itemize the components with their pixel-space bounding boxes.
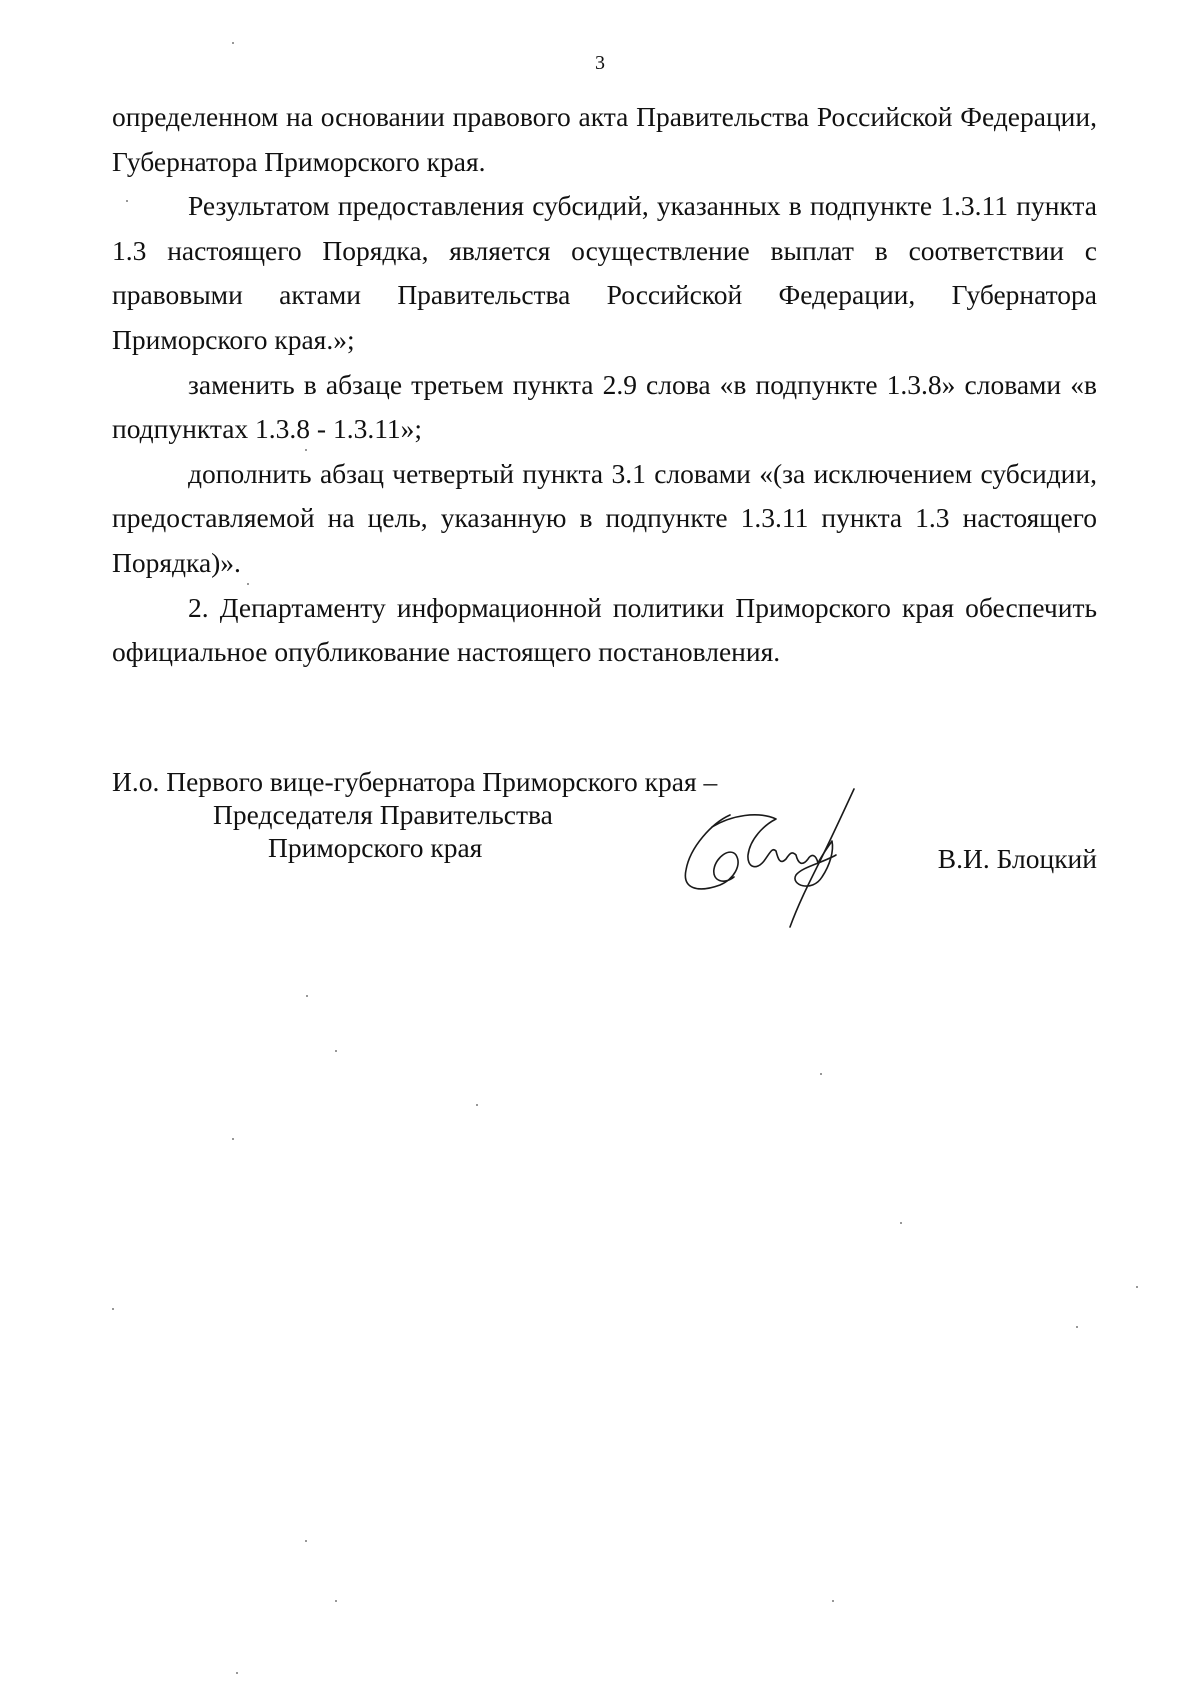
scan-speck <box>232 42 234 44</box>
page-number: 3 <box>595 52 605 74</box>
signer-title-line-3: Приморского края <box>268 832 483 863</box>
signer-title-line-1: И.о. Первого вице-губернатора Приморского края – <box>112 766 718 797</box>
signer-title-line-2: Председателя Правительства <box>213 799 553 830</box>
paragraph-publication-order: 2. Департаменту информационной политики Приморского края обеспечить официальное опубликование настоящего постановления. <box>112 591 1097 668</box>
scan-speck <box>305 449 307 451</box>
handwritten-signature <box>672 785 862 930</box>
paragraph-amend-3-1: дополнить абзац четвертый пункта 3.1 словами «(за исключением субсидии, предоставляемой на цель, указанную в подпункте 1.3.11 пункта 1.3 настоящего Порядка)». <box>112 457 1097 578</box>
scan-speck <box>232 1138 234 1140</box>
scan-speck <box>306 995 308 997</box>
scan-speck <box>335 1600 337 1602</box>
scan-speck <box>1136 1286 1138 1288</box>
document-body <box>112 95 1097 675</box>
signature-block <box>112 765 1097 935</box>
signature-main-stroke <box>712 815 818 867</box>
scan-speck <box>832 1600 834 1602</box>
scan-speck <box>112 1308 114 1310</box>
scan-speck <box>247 583 249 585</box>
signature-long-stroke <box>790 789 854 927</box>
paragraph-amend-2-9: заменить в абзаце третьем пункта 2.9 слова «в подпункте 1.3.8» словами «в подпунктах 1.3.8 - 1.3.11»; <box>112 368 1097 445</box>
scan-speck <box>820 1073 822 1075</box>
paragraph-subsidy-result: Результатом предоставления субсидий, указанных в подпункте 1.3.11 пункта 1.3 настоящего Порядка, является осуществление выплат в соответствии с правовыми актами Правительства Российской Федерации, Губернатора Приморского края.»; <box>112 190 1097 355</box>
scan-speck <box>335 1050 337 1052</box>
scan-speck <box>476 1104 478 1106</box>
scan-speck <box>1076 1326 1078 1328</box>
scan-speck <box>900 1222 902 1224</box>
scan-speck <box>305 1540 307 1542</box>
signer-name: В.И. Блоцкий <box>937 843 1097 874</box>
scan-speck <box>126 200 128 202</box>
paragraph-continuation: определенном на основании правового акта Правительства Российской Федерации, Губернатора Приморского края. <box>112 101 1097 177</box>
scan-speck <box>236 1672 238 1674</box>
signature-loop-stroke <box>685 815 738 889</box>
